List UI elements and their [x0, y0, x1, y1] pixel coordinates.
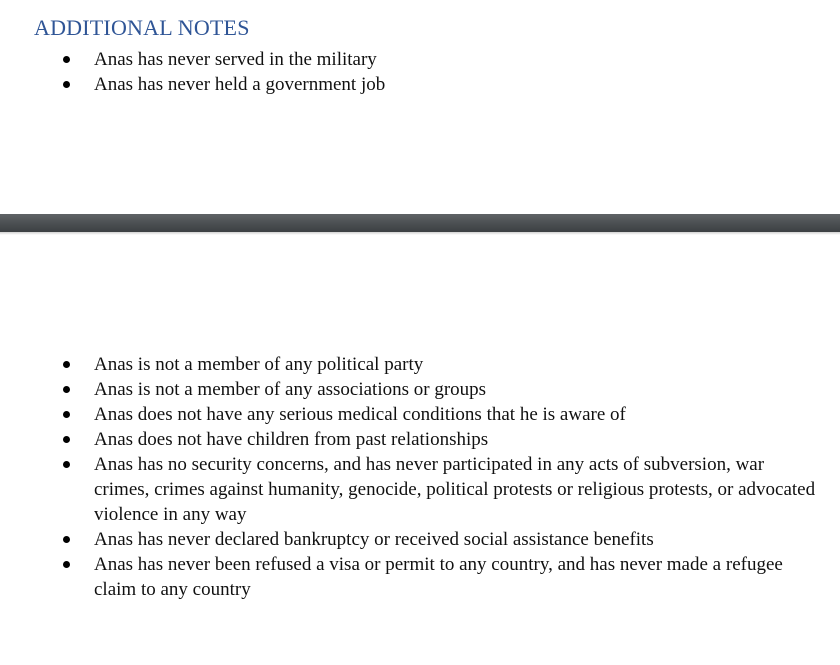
- list-item: [60, 47, 820, 72]
- bullet-icon: [63, 56, 70, 63]
- page-break-separator: [0, 214, 840, 232]
- bullet-icon: [63, 81, 70, 88]
- list-item: [60, 452, 820, 527]
- section-heading-additional-notes: ADDITIONAL NOTES: [34, 15, 250, 40]
- bullet-icon: [63, 561, 70, 568]
- bullet-icon: [63, 411, 70, 418]
- list-item: [60, 427, 820, 452]
- list-item-text: Anas has never been refused a visa or permit to any country, and has never made a refugee claim to any country: [94, 554, 783, 600]
- list-item-text: Anas is not a member of any political party: [94, 354, 424, 375]
- list-item: [60, 377, 820, 402]
- list-item: [60, 402, 820, 427]
- list-item-text: Anas does not have children from past relationships: [94, 429, 489, 450]
- bullet-icon: [63, 436, 70, 443]
- list-item-text: Anas is not a member of any associations or groups: [94, 379, 487, 400]
- list-item: [60, 552, 820, 602]
- list-item-text: Anas has never declared bankruptcy or received social assistance benefits: [94, 529, 654, 550]
- page-1-bottom: [0, 0, 840, 214]
- bullet-icon: [63, 461, 70, 468]
- list-item: [60, 527, 820, 552]
- additional-notes-list-page-1: [60, 47, 820, 97]
- list-item: [60, 72, 820, 97]
- bullet-icon: [63, 361, 70, 368]
- list-item: [60, 352, 820, 377]
- list-item-text: Anas has no security concerns, and has never participated in any acts of subversion, war crimes, crimes against humanity, genocide, political protests or religious protests, or advocated violence in any way: [94, 454, 816, 525]
- list-item-text: Anas does not have any serious medical conditions that he is aware of: [94, 404, 626, 425]
- list-item-text: Anas has never served in the military: [94, 49, 377, 70]
- additional-notes-list-page-2: [60, 352, 820, 602]
- bullet-icon: [63, 386, 70, 393]
- bullet-icon: [63, 536, 70, 543]
- list-item-text: Anas has never held a government job: [94, 74, 386, 95]
